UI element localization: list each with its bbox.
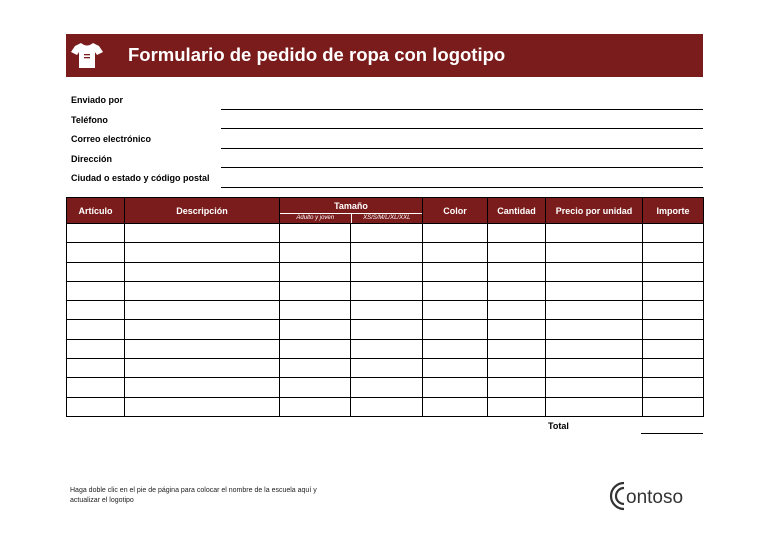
col-tamano-sub-adulto: Adulto y joven [280, 214, 352, 223]
table-cell[interactable] [546, 224, 643, 243]
table-row [67, 378, 704, 397]
table-cell[interactable] [423, 301, 488, 320]
table-row [67, 243, 704, 262]
field-direccion[interactable] [70, 152, 703, 172]
table-row [67, 397, 704, 416]
order-rows [67, 224, 704, 417]
table-cell[interactable] [546, 262, 643, 281]
table-cell[interactable] [488, 359, 546, 378]
table-cell[interactable] [67, 339, 125, 358]
col-importe: Importe [643, 198, 704, 224]
logo-text: ontoso [626, 487, 684, 508]
table-cell[interactable] [423, 359, 488, 378]
order-table [66, 197, 704, 417]
table-cell[interactable] [643, 378, 704, 397]
table-row [67, 224, 704, 243]
footer-note: Haga doble clic en el pie de página para colocar el nombre de la escuela aquí y actualizar el logotipo [70, 487, 317, 504]
table-cell[interactable] [546, 339, 643, 358]
table-cell[interactable] [643, 262, 704, 281]
total-line[interactable] [641, 433, 703, 434]
table-cell[interactable] [351, 281, 423, 300]
table-cell[interactable] [351, 262, 423, 281]
col-precio: Precio por unidad [546, 198, 643, 224]
field-correo[interactable] [70, 132, 703, 152]
table-cell[interactable] [546, 320, 643, 339]
table-cell[interactable] [423, 262, 488, 281]
field-line[interactable] [221, 187, 703, 188]
table-cell[interactable] [125, 301, 280, 320]
field-ciudad[interactable] [70, 171, 703, 191]
table-cell[interactable] [67, 262, 125, 281]
table-cell[interactable] [125, 281, 280, 300]
total-label: Total [548, 421, 569, 431]
field-label: Teléfono [71, 114, 108, 125]
table-cell[interactable] [280, 301, 351, 320]
table-cell[interactable] [643, 243, 704, 262]
table-cell[interactable] [351, 224, 423, 243]
table-cell[interactable] [643, 301, 704, 320]
table-cell[interactable] [351, 320, 423, 339]
table-cell[interactable] [125, 339, 280, 358]
table-cell[interactable] [125, 262, 280, 281]
table-cell[interactable] [67, 378, 125, 397]
table-cell[interactable] [67, 281, 125, 300]
table-cell[interactable] [67, 243, 125, 262]
field-telefono[interactable] [70, 113, 703, 133]
table-cell[interactable] [488, 320, 546, 339]
table-cell[interactable] [643, 281, 704, 300]
table-cell[interactable] [351, 359, 423, 378]
table-cell[interactable] [125, 224, 280, 243]
field-enviado-por[interactable] [70, 93, 703, 113]
table-cell[interactable] [488, 301, 546, 320]
sender-info [70, 93, 703, 191]
contoso-logo [608, 479, 700, 513]
table-cell[interactable] [280, 243, 351, 262]
table-cell[interactable] [351, 378, 423, 397]
table-cell[interactable] [67, 397, 125, 416]
table-cell[interactable] [280, 339, 351, 358]
col-descripcion: Descripción [125, 198, 280, 224]
table-cell[interactable] [351, 397, 423, 416]
field-line[interactable] [221, 128, 703, 129]
table-cell[interactable] [125, 320, 280, 339]
table-cell[interactable] [546, 243, 643, 262]
table-cell[interactable] [546, 359, 643, 378]
table-cell[interactable] [280, 224, 351, 243]
table-cell[interactable] [423, 224, 488, 243]
table-cell[interactable] [125, 243, 280, 262]
table-cell[interactable] [546, 301, 643, 320]
table-cell[interactable] [125, 378, 280, 397]
table-cell[interactable] [643, 224, 704, 243]
table-cell[interactable] [67, 359, 125, 378]
col-cantidad: Cantidad [488, 198, 546, 224]
table-cell[interactable] [488, 262, 546, 281]
table-cell[interactable] [643, 339, 704, 358]
table-cell[interactable] [546, 281, 643, 300]
col-tamano-label: Tamaño [280, 198, 422, 214]
page-title: Formulario de pedido de ropa con logotipo [128, 44, 506, 65]
table-cell[interactable] [423, 397, 488, 416]
field-label: Correo electrónico [71, 134, 152, 144]
table-cell[interactable] [125, 359, 280, 378]
table-cell[interactable] [280, 262, 351, 281]
table-cell[interactable] [488, 378, 546, 397]
field-label: Enviado por [71, 95, 124, 105]
table-row [67, 301, 704, 320]
table-row [67, 281, 704, 300]
table-cell[interactable] [125, 397, 280, 416]
table-cell[interactable] [488, 397, 546, 416]
field-label: Ciudad o estado y código postal [71, 173, 210, 183]
table-cell[interactable] [351, 301, 423, 320]
table-cell[interactable] [351, 243, 423, 262]
table-cell[interactable] [423, 320, 488, 339]
table-cell[interactable] [280, 359, 351, 378]
table-cell[interactable] [488, 281, 546, 300]
field-line[interactable] [221, 148, 703, 149]
tshirt-icon [70, 39, 104, 71]
table-cell[interactable] [546, 397, 643, 416]
table-cell[interactable] [280, 378, 351, 397]
table-cell[interactable] [280, 320, 351, 339]
field-line[interactable] [221, 109, 703, 110]
table-cell[interactable] [67, 301, 125, 320]
table-row [67, 262, 704, 281]
table-cell[interactable] [423, 339, 488, 358]
table-row [67, 339, 704, 358]
table-cell[interactable] [280, 397, 351, 416]
table-cell[interactable] [643, 359, 704, 378]
header-banner [66, 34, 703, 77]
table-cell[interactable] [546, 378, 643, 397]
col-tamano-sub-sizes: XS/S/M/L/XL/XXL [363, 215, 411, 221]
col-tamano [280, 198, 423, 224]
table-header-row [67, 198, 704, 224]
table-cell[interactable] [280, 281, 351, 300]
col-articulo: Artículo [67, 198, 125, 224]
table-cell[interactable] [423, 378, 488, 397]
table-cell[interactable] [488, 243, 546, 262]
table-cell[interactable] [643, 320, 704, 339]
field-line[interactable] [221, 167, 703, 168]
col-color: Color [423, 198, 488, 224]
table-cell[interactable] [423, 281, 488, 300]
table-cell[interactable] [488, 339, 546, 358]
table-cell[interactable] [351, 339, 423, 358]
table-cell[interactable] [67, 224, 125, 243]
table-cell[interactable] [67, 320, 125, 339]
table-row [67, 320, 704, 339]
table-cell[interactable] [643, 397, 704, 416]
table-row [67, 359, 704, 378]
table-cell[interactable] [488, 224, 546, 243]
table-cell[interactable] [423, 243, 488, 262]
field-label: Dirección [71, 153, 113, 164]
